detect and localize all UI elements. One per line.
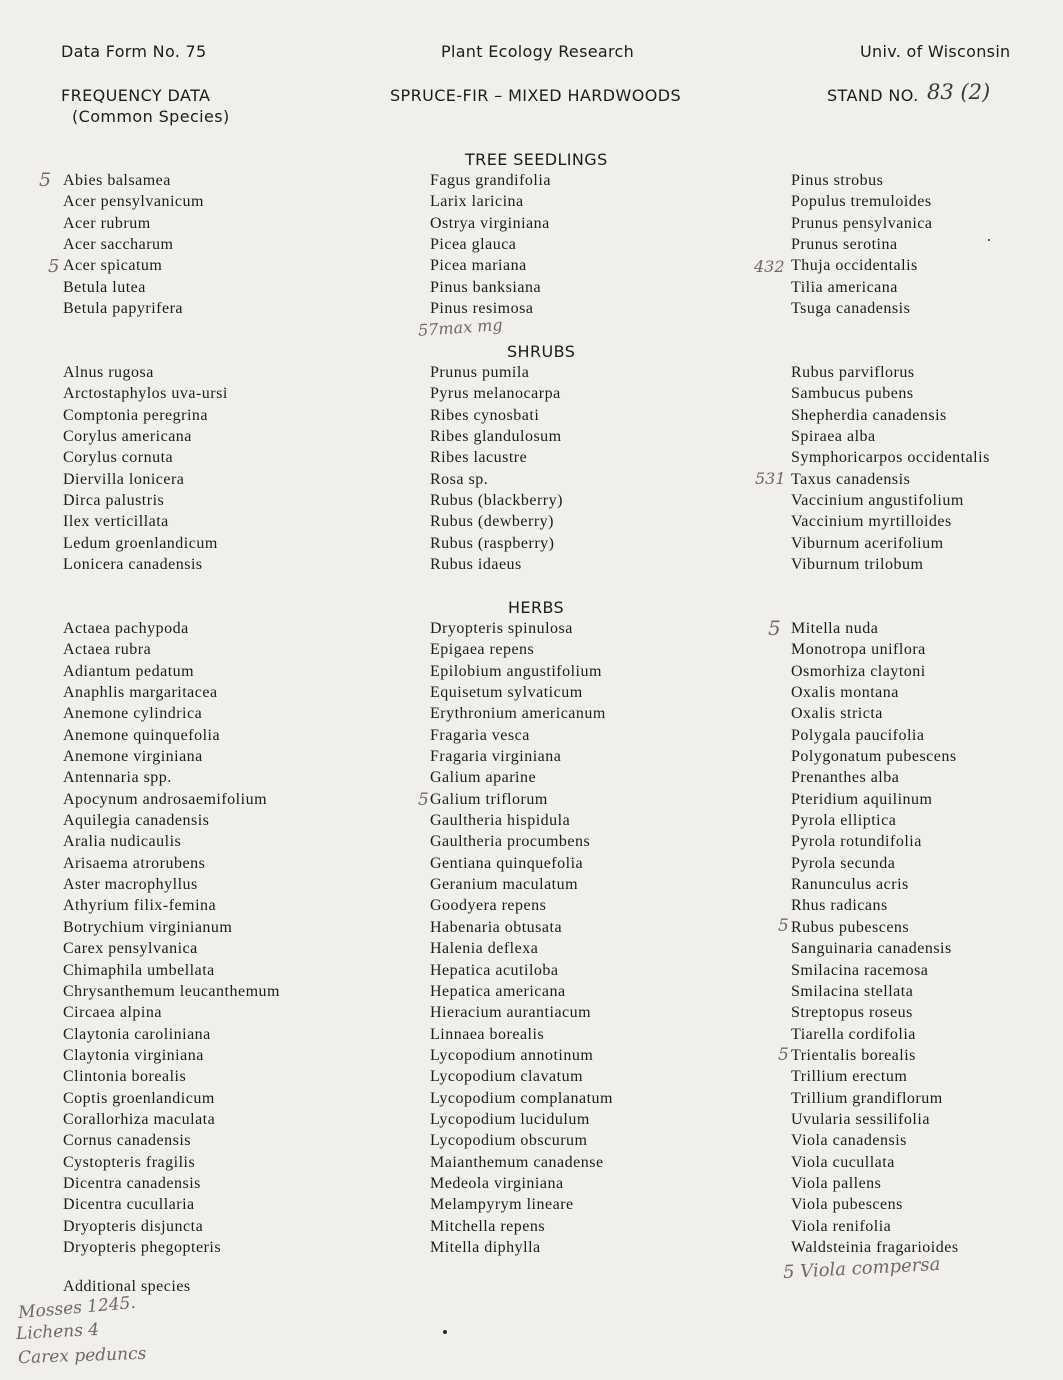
species-item: Corylus cornuta (63, 449, 174, 467)
species-item: Polygonatum pubescens (791, 748, 957, 766)
species-item: Smilacina stellata (791, 982, 914, 1000)
species-item: Rubus pubescens (791, 918, 910, 936)
species-item: Oxalis montana (791, 684, 899, 702)
species-item: Lycopodium lucidulum (430, 1110, 590, 1128)
species-item: Chrysanthemum leucanthemum (63, 982, 280, 1000)
species-item: Uvularia sessilifolia (791, 1110, 930, 1128)
species-item: Betula papyrifera (63, 300, 183, 318)
species-item: Coptis groenlandicum (63, 1089, 215, 1107)
species-item: Fagus grandifolia (430, 172, 551, 189)
species-item: Viburnum acerifolium (791, 534, 944, 552)
species-item: Symphoricarpos occidentalis (791, 449, 990, 467)
species-item: Gaultheria hispidula (430, 812, 571, 830)
species-item: Hepatica acutiloba (430, 961, 559, 979)
species-item: Oxalis stricta (791, 705, 883, 723)
species-item: Viola renifolia (791, 1217, 892, 1235)
species-item: Dryopteris spinulosa (430, 620, 573, 637)
species-item: Diervilla lonicera (63, 470, 185, 488)
species-item: Carex pensylvanica (63, 940, 198, 958)
species-item: Rubus (raspberry) (430, 534, 555, 552)
species-item: Lycopodium obscurum (430, 1132, 588, 1150)
species-item: Smilacina racemosa (791, 961, 929, 979)
species-item: Cornus canadensis (63, 1132, 192, 1150)
handwritten-mark-rubus-pubescens: 5 (778, 916, 789, 936)
species-item: Hieracium aurantiacum (430, 1004, 592, 1022)
species-item: Equisetum sylvaticum (430, 684, 583, 702)
species-item: Pteridium aquilinum (791, 790, 933, 808)
species-item: Circaea alpina (63, 1004, 162, 1022)
species-item: Galium triflorum (430, 790, 548, 808)
species-item: Corallorhiza maculata (63, 1110, 216, 1128)
frequency-data-title: FREQUENCY DATA (61, 86, 211, 105)
stand-number-label: STAND NO. (827, 86, 919, 105)
handwritten-note-pinus: 57max mg (417, 315, 504, 340)
species-item: Pyrola elliptica (791, 812, 897, 830)
species-item: Mitchella repens (430, 1217, 546, 1235)
species-item: Prunus pumila (430, 364, 530, 381)
organization: Plant Ecology Research (441, 42, 635, 61)
shrubs-heading: SHRUBS (507, 342, 576, 361)
species-item: Rubus idaeus (430, 556, 522, 574)
species-item: Anaphlis margaritacea (63, 684, 218, 702)
species-item: Lonicera canadensis (63, 556, 203, 574)
species-item: Picea mariana (430, 257, 527, 275)
handwritten-mark-acer-spicatum: 5 (48, 256, 60, 277)
species-item: Populus tremuloides (791, 193, 932, 211)
species-item: Rubus (dewberry) (430, 513, 554, 531)
handwritten-mark-taxus: 531 (755, 469, 786, 488)
species-item: Claytonia caroliniana (63, 1025, 211, 1043)
species-item: Shepherdia canadensis (791, 406, 947, 424)
tree-seedlings-col1 (63, 170, 204, 319)
species-item: Lycopodium annotinum (430, 1046, 594, 1064)
species-item: Rosa sp. (430, 470, 489, 488)
species-item: Ilex verticillata (63, 513, 169, 531)
species-item: Tsuga canadensis (791, 300, 911, 318)
species-item: Actaea rubra (63, 641, 152, 659)
species-item: Tilia americana (791, 278, 898, 296)
species-item: Pinus resimosa (430, 300, 534, 318)
species-item: Viburnum trilobum (791, 556, 924, 574)
species-item: Ostrya virginiana (430, 214, 550, 232)
species-item: Anemone virginiana (63, 748, 203, 766)
species-item: Ribes cynosbati (430, 406, 540, 424)
handwritten-mark-mitella-nuda: 5 (768, 616, 781, 640)
additional-species-label: Additional species (63, 1278, 191, 1295)
species-item: Viola cucullata (791, 1153, 895, 1171)
handwritten-viola-compersa: 5 Viola compersa (782, 1253, 941, 1284)
species-item: Larix laricina (430, 193, 524, 211)
species-item: Apocynum androsaemifolium (63, 790, 268, 808)
species-item: Melampyrym lineare (430, 1196, 574, 1214)
species-item: Cystopteris fragilis (63, 1153, 196, 1171)
handwritten-mark-abies: 5 (39, 169, 52, 191)
species-item: Viola canadensis (791, 1132, 907, 1150)
species-item: Abies balsamea (63, 172, 171, 189)
species-item: Ranunculus acris (791, 876, 909, 894)
species-item: Monotropa uniflora (791, 641, 926, 659)
species-item: Botrychium virginianum (63, 918, 233, 936)
form-number: Data Form No. 75 (61, 42, 207, 61)
species-item: Ledum groenlandicum (63, 534, 218, 552)
handwritten-mosses: Mosses 1245. (17, 1292, 137, 1324)
common-species-subtitle: (Common Species) (72, 107, 230, 126)
species-item: Viola pubescens (791, 1196, 903, 1214)
species-item: Spiraea alba (791, 428, 876, 446)
handwritten-mark-thuja: 432 (754, 257, 785, 276)
species-item: Prenanthes alba (791, 769, 900, 787)
species-item: Aquilegia canadensis (63, 812, 210, 830)
species-item: Alnus rugosa (63, 364, 154, 381)
species-item: Acer pensylvanicum (63, 193, 204, 211)
species-item: Chimaphila umbellata (63, 961, 215, 979)
tree-seedlings-heading: TREE SEEDLINGS (465, 150, 608, 169)
species-item: Ribes lacustre (430, 449, 528, 467)
species-item: Epigaea repens (430, 641, 535, 659)
species-item: Polygala paucifolia (791, 726, 925, 744)
species-item: Fragaria vesca (430, 726, 530, 744)
herbs-col2 (430, 618, 613, 1258)
species-item: Gentiana quinquefolia (430, 854, 584, 872)
species-item: Acer saccharum (63, 236, 174, 254)
species-item: Sambucus pubens (791, 385, 914, 403)
species-item: Acer spicatum (63, 257, 163, 275)
herbs-col1 (63, 618, 280, 1258)
species-item: Antennaria spp. (63, 769, 172, 787)
herbs-heading: HERBS (508, 598, 565, 617)
species-item: Trillium grandiflorum (791, 1089, 943, 1107)
shrubs-col3 (791, 362, 990, 575)
stand-number-value: 83 (2) (927, 80, 991, 104)
species-item: Betula lutea (63, 278, 146, 296)
species-item: Rubus parviflorus (791, 364, 915, 381)
species-item: Pyrus melanocarpa (430, 385, 561, 403)
species-item: Medeola virginiana (430, 1174, 564, 1192)
species-item: Hepatica americana (430, 982, 566, 1000)
species-item: Pyrola secunda (791, 854, 896, 872)
species-item: Tiarella cordifolia (791, 1025, 916, 1043)
species-item: Gaultheria procumbens (430, 833, 591, 851)
species-item: Anemone cylindrica (63, 705, 203, 723)
species-item: Pyrola rotundifolia (791, 833, 922, 851)
species-item: Rubus (blackberry) (430, 492, 563, 510)
species-item: Actaea pachypoda (63, 620, 189, 637)
species-item: Athyrium filix-femina (63, 897, 217, 915)
community-title: SPRUCE-FIR – MIXED HARDWOODS (390, 86, 681, 105)
handwritten-mark-trientalis: 5 (778, 1045, 789, 1065)
species-item: Erythronium americanum (430, 705, 606, 723)
species-item: Corylus americana (63, 428, 192, 446)
species-item: Pinus banksiana (430, 278, 542, 296)
species-item: Viola pallens (791, 1174, 882, 1192)
species-item: Pinus strobus (791, 172, 884, 189)
species-item: Clintonia borealis (63, 1068, 187, 1086)
species-item: Claytonia virginiana (63, 1046, 204, 1064)
species-item: Geranium maculatum (430, 876, 579, 894)
species-item: Dryopteris phegopteris (63, 1238, 222, 1256)
species-item: Aster macrophyllus (63, 876, 198, 894)
species-item: Prunus pensylvanica (791, 214, 933, 232)
species-item: Picea glauca (430, 236, 517, 254)
species-item: Dicentra cucullaria (63, 1196, 195, 1214)
species-item: Dirca palustris (63, 492, 165, 510)
paper-speck (443, 1330, 447, 1334)
species-item: Taxus canadensis (791, 470, 911, 488)
species-item: Habenaria obtusata (430, 918, 563, 936)
species-item: Rhus radicans (791, 897, 888, 915)
species-item: Halenia deflexa (430, 940, 539, 958)
species-item: Streptopus roseus (791, 1004, 913, 1022)
species-item: Sanguinaria canadensis (791, 940, 952, 958)
species-item: Dicentra canadensis (63, 1174, 201, 1192)
species-item: Epilobium angustifolium (430, 662, 602, 680)
species-item: Mitella diphylla (430, 1238, 541, 1256)
species-item: Trientalis borealis (791, 1046, 916, 1064)
species-item: Thuja occidentalis (791, 257, 918, 275)
handwritten-lichens: Lichens 4 (15, 1319, 100, 1345)
species-item: Arisaema atrorubens (63, 854, 206, 872)
species-item: Comptonia peregrina (63, 406, 209, 424)
species-item: Linnaea borealis (430, 1025, 545, 1043)
species-item: Acer rubrum (63, 214, 151, 232)
species-item: Mitella nuda (791, 620, 879, 637)
species-item: Fragaria virginiana (430, 748, 562, 766)
species-item: Dryopteris disjuncta (63, 1217, 204, 1235)
species-item: Lycopodium complanatum (430, 1089, 613, 1107)
shrubs-col1 (63, 362, 228, 575)
handwritten-carex: Carex peduncs (17, 1343, 147, 1369)
shrubs-col2 (430, 362, 563, 575)
species-item: Ribes glandulosum (430, 428, 562, 446)
species-item: Arctostaphylos uva-ursi (63, 385, 228, 403)
species-item: Osmorhiza claytoni (791, 662, 926, 680)
species-item: Goodyera repens (430, 897, 547, 915)
species-item: Adiantum pedatum (63, 662, 195, 680)
species-item: Maianthemum canadense (430, 1153, 604, 1171)
paper-speck (988, 239, 990, 241)
species-item: Anemone quinquefolia (63, 726, 221, 744)
species-item: Prunus serotina (791, 236, 898, 254)
tree-seedlings-col3 (791, 170, 932, 319)
species-item: Trillium erectum (791, 1068, 908, 1086)
species-item: Vaccinium angustifolium (791, 492, 964, 510)
species-item: Galium aparine (430, 769, 537, 787)
handwritten-mark-galium: 5 (418, 790, 429, 810)
tree-seedlings-col2 (430, 170, 551, 319)
herbs-col3 (791, 618, 959, 1258)
species-item: Lycopodium clavatum (430, 1068, 584, 1086)
species-item: Waldsteinia fragarioides (791, 1238, 959, 1256)
species-item: Vaccinium myrtilloides (791, 513, 952, 531)
university: Univ. of Wisconsin (860, 42, 1011, 61)
species-item: Aralia nudicaulis (63, 833, 182, 851)
